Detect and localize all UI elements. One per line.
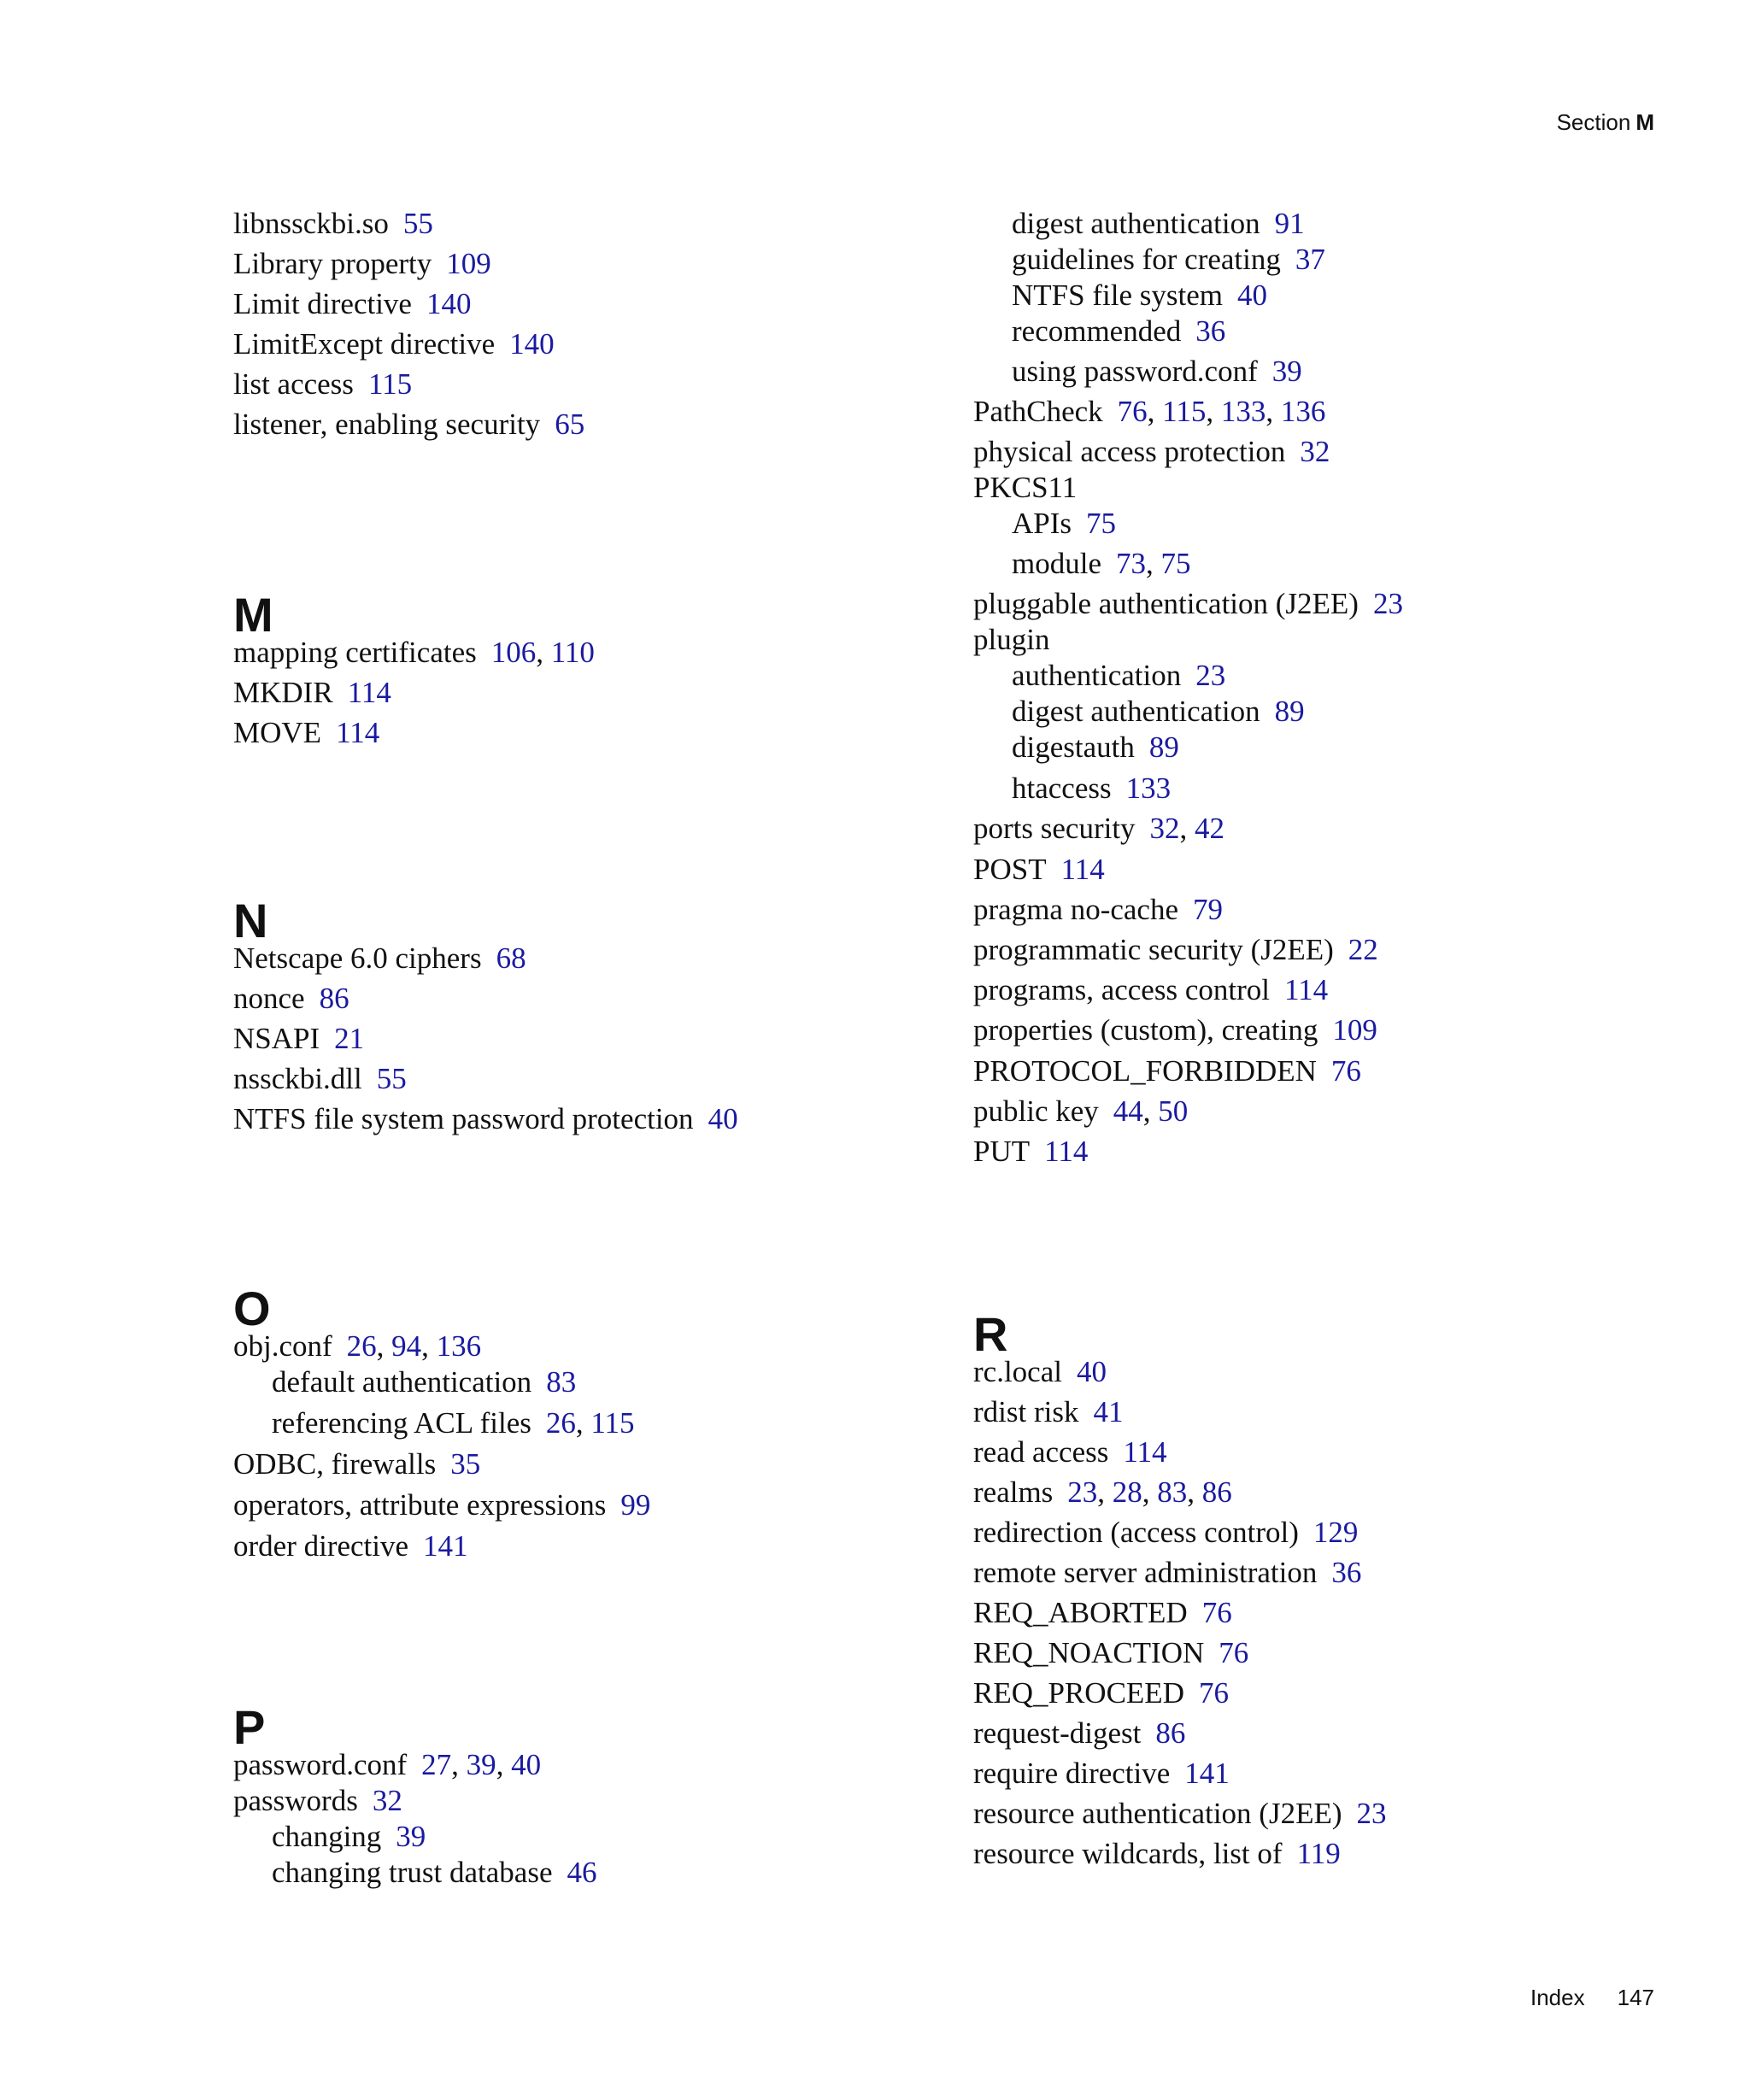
index-term: require directive: [973, 1757, 1171, 1790]
page-ref-link[interactable]: 114: [336, 716, 380, 749]
index-term: REQ_NOACTION: [973, 1636, 1205, 1669]
index-term: nssckbi.dll: [233, 1062, 362, 1095]
page-ref-link[interactable]: 115: [590, 1406, 635, 1440]
ref-separator: ,: [496, 1748, 512, 1781]
ref-separator: ,: [1187, 1475, 1202, 1509]
page-refs: [1061, 853, 1105, 886]
index-entry: [233, 1782, 402, 1820]
index-subentry: [1012, 505, 1116, 543]
page-refs: [450, 1447, 480, 1481]
index-term: LimitExcept directive: [233, 327, 496, 361]
page-ref-link[interactable]: 36: [1195, 314, 1226, 348]
page-ref-link[interactable]: 114: [1044, 1135, 1089, 1168]
page-refs: [1331, 1556, 1361, 1589]
index-term: ports security: [973, 812, 1136, 845]
index-entry: [233, 1446, 480, 1483]
footer-label: Index: [1530, 1985, 1585, 2010]
ref-separator: ,: [1142, 1094, 1159, 1128]
section-letter-heading: N: [233, 894, 268, 947]
page-refs: [546, 1365, 576, 1399]
index-entry: [973, 585, 1403, 623]
page-ref-link[interactable]: 141: [423, 1529, 468, 1563]
ref-separator: ,: [1266, 395, 1281, 428]
page-ref-link[interactable]: 40: [1236, 279, 1267, 312]
page-refs: [1275, 207, 1305, 240]
page-refs: [1313, 1516, 1359, 1549]
page-footer: [1530, 1985, 1654, 2011]
page-ref-link[interactable]: 65: [555, 408, 585, 441]
ref-separator: ,: [1142, 1475, 1158, 1509]
index-entry: [233, 1100, 738, 1138]
page-ref-link[interactable]: 42: [1195, 812, 1225, 845]
page-ref-link[interactable]: 86: [1201, 1475, 1232, 1509]
index-subentry: [1012, 313, 1225, 350]
page-refs: [1284, 973, 1328, 1006]
page-ref-link[interactable]: 55: [402, 207, 433, 240]
page-refs: [496, 941, 526, 975]
page-ref-link[interactable]: 106: [490, 636, 537, 669]
index-entry: [973, 1012, 1377, 1049]
page-ref-link[interactable]: 37: [1295, 243, 1325, 276]
section-letter-heading: M: [233, 588, 273, 642]
index-entry: [233, 1020, 364, 1058]
page-ref-link[interactable]: 75: [1160, 547, 1191, 580]
index-term: PUT: [973, 1135, 1031, 1168]
page-refs: [1118, 395, 1326, 428]
index-term: Netscape 6.0 ciphers: [233, 941, 482, 975]
index-entry: [973, 1434, 1167, 1471]
page-ref-link[interactable]: 26: [545, 1406, 576, 1440]
index-term: realms: [973, 1475, 1054, 1509]
index-entry: [973, 971, 1328, 1009]
index-entry: [233, 406, 584, 443]
index-entry: [973, 851, 1105, 889]
page-ref-link[interactable]: 136: [1280, 395, 1326, 428]
page-refs: [1272, 355, 1302, 388]
index-term: plugin: [973, 623, 1050, 656]
index-term: NTFS file system password protection: [233, 1102, 694, 1135]
index-term: rc.local: [973, 1355, 1062, 1388]
index-term: obj.conf: [233, 1329, 332, 1363]
index-term: digest authentication: [1012, 695, 1260, 728]
page-ref-link[interactable]: 136: [436, 1329, 482, 1363]
index-term: digestauth: [1012, 730, 1135, 764]
page-refs: [377, 1062, 407, 1095]
page-refs: [1193, 893, 1223, 926]
page-ref-link[interactable]: 39: [1271, 355, 1302, 388]
index-entry: [233, 1060, 407, 1098]
page-refs: [334, 1022, 364, 1055]
index-term: request-digest: [973, 1716, 1142, 1750]
page-ref-link[interactable]: 23: [1067, 1475, 1098, 1509]
page-refs: [1275, 695, 1305, 728]
page-ref-link[interactable]: 36: [1331, 1556, 1362, 1589]
index-entry: [233, 714, 379, 752]
page-ref-link[interactable]: 76: [1117, 395, 1148, 428]
index-entry: [973, 1554, 1361, 1592]
index-entry: [233, 366, 412, 403]
page-refs: [1149, 730, 1179, 764]
index-term: properties (custom), creating: [973, 1013, 1318, 1047]
page-ref-link[interactable]: 140: [509, 327, 555, 361]
index-entry: [973, 469, 1077, 507]
index-entry: [973, 1715, 1185, 1752]
page-ref-link[interactable]: 109: [446, 247, 491, 280]
index-term: changing trust database: [272, 1856, 553, 1889]
page-ref-link[interactable]: 133: [1220, 395, 1266, 428]
page-ref-link[interactable]: 89: [1274, 695, 1305, 728]
page-refs: [336, 716, 379, 749]
page-ref-link[interactable]: 83: [1157, 1475, 1188, 1509]
page-ref-link[interactable]: 40: [1076, 1355, 1107, 1388]
page-ref-link[interactable]: 39: [466, 1748, 496, 1781]
page-refs: [708, 1102, 738, 1135]
index-subentry: [1012, 657, 1225, 695]
index-entry: [233, 1528, 468, 1565]
index-entry: [233, 1487, 650, 1524]
page-ref-link[interactable]: 55: [376, 1062, 407, 1095]
index-term: order directive: [233, 1529, 409, 1563]
index-term: passwords: [233, 1784, 358, 1817]
ref-separator: ,: [575, 1406, 591, 1440]
page-ref-link[interactable]: 26: [346, 1329, 377, 1363]
page-ref-link[interactable]: 35: [450, 1447, 481, 1481]
index-term: mapping certificates: [233, 636, 477, 669]
index-entry: [973, 1795, 1386, 1833]
index-term: PROTOCOL_FORBIDDEN: [973, 1054, 1317, 1088]
index-term: listener, enabling security: [233, 408, 541, 441]
section-letter-heading: R: [973, 1307, 1008, 1361]
ref-separator: ,: [451, 1748, 467, 1781]
page-refs: [1297, 1837, 1341, 1870]
page-refs: [421, 1748, 541, 1781]
index-term: REQ_PROCEED: [973, 1676, 1184, 1710]
index-term: Library property: [233, 247, 432, 280]
index-subentry: [272, 1405, 635, 1442]
section-word: Section: [1556, 109, 1631, 135]
page-ref-link[interactable]: 89: [1148, 730, 1179, 764]
index-entry: [233, 674, 391, 712]
page-refs: [1116, 547, 1191, 580]
index-subentry: [1012, 241, 1325, 279]
page-ref-link[interactable]: 86: [1155, 1716, 1186, 1750]
page-ref-link[interactable]: 27: [421, 1748, 452, 1781]
page-ref-link[interactable]: 68: [496, 941, 526, 975]
index-term: default authentication: [272, 1365, 532, 1399]
page-ref-link[interactable]: 76: [1201, 1596, 1232, 1629]
page-ref-link[interactable]: 91: [1274, 207, 1305, 240]
page-refs: [1202, 1596, 1232, 1629]
index-subentry: [1012, 545, 1190, 583]
page-ref-link[interactable]: 41: [1093, 1395, 1124, 1428]
page-ref-link[interactable]: 86: [319, 982, 349, 1015]
index-term: recommended: [1012, 314, 1182, 348]
index-subentry: [1012, 729, 1179, 766]
index-entry: [973, 931, 1378, 969]
page-ref-link[interactable]: 44: [1113, 1094, 1143, 1128]
ref-separator: ,: [1179, 812, 1195, 845]
index-term: APIs: [1012, 507, 1072, 540]
index-term: rdist risk: [973, 1395, 1079, 1428]
page-ref-link[interactable]: 75: [1086, 507, 1117, 540]
page-ref-link[interactable]: 40: [708, 1102, 738, 1135]
page-refs: [491, 636, 595, 669]
index-term: resource wildcards, list of: [973, 1837, 1283, 1870]
page-refs: [620, 1488, 650, 1522]
page-ref-link[interactable]: 23: [1356, 1797, 1387, 1830]
index-subentry: [1012, 277, 1267, 314]
page-ref-link[interactable]: 32: [1300, 435, 1330, 468]
index-entry: [973, 1634, 1248, 1672]
section-letter: M: [1635, 109, 1654, 135]
page-refs: [1332, 1013, 1377, 1047]
page-refs: [368, 367, 412, 401]
page-ref-link[interactable]: 23: [1372, 587, 1403, 620]
index-term: REQ_ABORTED: [973, 1596, 1188, 1629]
index-term: NSAPI: [233, 1022, 320, 1055]
running-header: [1557, 109, 1654, 136]
page-ref-link[interactable]: 140: [426, 287, 472, 320]
page-refs: [1086, 507, 1116, 540]
index-term: password.conf: [233, 1748, 408, 1781]
index-entry: [233, 634, 595, 672]
page-refs: [1300, 435, 1330, 468]
index-term: guidelines for creating: [1012, 243, 1281, 276]
index-subentry: [1012, 353, 1302, 390]
page-refs: [1348, 933, 1378, 966]
page-ref-link[interactable]: 21: [334, 1022, 365, 1055]
page-ref-link[interactable]: 114: [1123, 1435, 1167, 1469]
index-subentry: [272, 1818, 426, 1856]
page-ref-link[interactable]: 114: [1283, 973, 1329, 1006]
index-entry: [973, 1353, 1107, 1391]
page-ref-link[interactable]: 40: [511, 1748, 542, 1781]
index-term: pragma no-cache: [973, 893, 1178, 926]
index-term: PKCS11: [973, 471, 1078, 504]
index-subentry: [272, 1364, 576, 1401]
page-refs: [1195, 659, 1225, 692]
page-refs: [1044, 1135, 1088, 1168]
page-ref-link[interactable]: 119: [1296, 1837, 1341, 1870]
index-term: ODBC, firewalls: [233, 1447, 437, 1481]
index-term: POST: [973, 853, 1047, 886]
index-term: resource authentication (J2EE): [973, 1797, 1342, 1830]
page-refs: [546, 1406, 635, 1440]
page-ref-link[interactable]: 94: [391, 1329, 422, 1363]
index-term: programmatic security (J2EE): [973, 933, 1334, 966]
page-refs: [1184, 1757, 1230, 1790]
index-term: list access: [233, 367, 354, 401]
page-refs: [1199, 1676, 1229, 1710]
index-entry: [973, 1393, 1123, 1431]
page-refs: [348, 676, 391, 709]
page-ref-link[interactable]: 109: [1332, 1013, 1377, 1047]
index-term: programs, access control: [973, 973, 1270, 1006]
index-subentry: [1012, 770, 1171, 807]
index-term: Limit directive: [233, 287, 412, 320]
index-term: PathCheck: [973, 395, 1103, 428]
page-refs: [1295, 243, 1325, 276]
page-ref-link[interactable]: 23: [1195, 659, 1226, 692]
index-term: operators, attribute expressions: [233, 1488, 607, 1522]
index-entry: [233, 205, 433, 243]
index-term: redirection (access control): [973, 1516, 1299, 1549]
index-term: libnssckbi.so: [233, 207, 389, 240]
index-term: NTFS file system: [1012, 279, 1223, 312]
page-ref-link[interactable]: 50: [1158, 1094, 1189, 1128]
index-entry: [973, 891, 1223, 929]
index-term: remote server administration: [973, 1556, 1318, 1589]
index-term: htaccess: [1012, 771, 1112, 805]
index-entry: [973, 1053, 1361, 1090]
page-refs: [1195, 314, 1225, 348]
index-term: referencing ACL files: [272, 1406, 531, 1440]
page-refs: [373, 1784, 402, 1817]
page-refs: [1113, 1094, 1189, 1128]
page-ref-link[interactable]: 32: [1149, 812, 1180, 845]
index-term: physical access protection: [973, 435, 1286, 468]
index-term: read access: [973, 1435, 1109, 1469]
page-refs: [1373, 587, 1403, 620]
index-entry: [233, 285, 471, 323]
index-entry: [973, 433, 1330, 471]
page-refs: [396, 1820, 426, 1853]
page-refs: [1067, 1475, 1232, 1509]
index-entry: [973, 1133, 1088, 1170]
page-refs: [1219, 1636, 1248, 1669]
page-ref-link[interactable]: 115: [1162, 395, 1207, 428]
index-entry: [973, 1755, 1230, 1792]
page-refs: [1077, 1355, 1107, 1388]
index-subentry: [1012, 205, 1305, 243]
page-refs: [1123, 1435, 1166, 1469]
page-refs: [509, 327, 555, 361]
ref-separator: ,: [536, 636, 551, 669]
page-ref-link[interactable]: 99: [620, 1488, 651, 1522]
index-entry: [233, 326, 555, 363]
ref-separator: ,: [421, 1329, 437, 1363]
page-refs: [1331, 1054, 1361, 1088]
index-entry: [973, 1514, 1358, 1552]
page-refs: [426, 287, 472, 320]
index-entry: [973, 1835, 1341, 1873]
index-entry: [973, 810, 1224, 848]
page-refs: [567, 1856, 597, 1889]
page-refs: [403, 207, 433, 240]
page-ref-link[interactable]: 76: [1198, 1676, 1229, 1710]
page-ref-link[interactable]: 79: [1193, 893, 1223, 926]
page-ref-link[interactable]: 73: [1115, 547, 1146, 580]
index-entry: [973, 1093, 1188, 1130]
page-ref-link[interactable]: 133: [1125, 771, 1172, 805]
index-term: pluggable authentication (J2EE): [973, 587, 1359, 620]
page-ref-link[interactable]: 76: [1219, 1636, 1249, 1669]
page-refs: [555, 408, 584, 441]
index-entry: [233, 940, 526, 977]
index-entry: [233, 980, 349, 1018]
index-entry: [233, 1746, 541, 1784]
page-ref-link[interactable]: 28: [1112, 1475, 1142, 1509]
index-term: public key: [973, 1094, 1099, 1128]
page-ref-link[interactable]: 83: [546, 1365, 577, 1399]
page-ref-link[interactable]: 114: [1060, 853, 1105, 886]
page-refs: [1237, 279, 1267, 312]
page-refs: [320, 982, 349, 1015]
index-entry: [973, 1594, 1232, 1632]
page-refs: [446, 247, 491, 280]
page-ref-link[interactable]: 22: [1348, 933, 1378, 966]
index-entry: [973, 621, 1049, 659]
page-ref-link[interactable]: 129: [1312, 1516, 1359, 1549]
page-ref-link[interactable]: 114: [347, 676, 391, 709]
page-ref-link[interactable]: 39: [396, 1820, 426, 1853]
ref-separator: ,: [376, 1329, 392, 1363]
section-letter-heading: P: [233, 1700, 266, 1754]
page-ref-link[interactable]: 32: [372, 1784, 402, 1817]
index-entry: [233, 245, 491, 283]
index-term: nonce: [233, 982, 305, 1015]
page-ref-link[interactable]: 115: [367, 367, 413, 401]
index-term: module: [1012, 547, 1101, 580]
index-subentry: [1012, 693, 1305, 730]
page-refs: [1150, 812, 1225, 845]
page-ref-link[interactable]: 76: [1330, 1054, 1361, 1088]
index-entry: [973, 1474, 1232, 1511]
ref-separator: ,: [1097, 1475, 1113, 1509]
index-term: MOVE: [233, 716, 322, 749]
page-ref-link[interactable]: 110: [550, 636, 595, 669]
index-term: digest authentication: [1012, 207, 1260, 240]
page-refs: [347, 1329, 482, 1363]
page-refs: [1356, 1797, 1386, 1830]
ref-separator: ,: [1145, 547, 1161, 580]
index-term: MKDIR: [233, 676, 333, 709]
page-ref-link[interactable]: 46: [567, 1856, 597, 1889]
index-term: changing: [272, 1820, 382, 1853]
index-entry: [233, 1328, 481, 1365]
page-refs: [1126, 771, 1172, 805]
index-subentry: [272, 1854, 597, 1892]
index-entry: [973, 1675, 1229, 1712]
ref-separator: ,: [1206, 395, 1221, 428]
page-refs: [1093, 1395, 1123, 1428]
section-letter-heading: O: [233, 1282, 271, 1335]
page-number: 147: [1617, 1985, 1654, 2010]
ref-separator: ,: [1147, 395, 1163, 428]
index-entry: [973, 393, 1325, 431]
page-ref-link[interactable]: 141: [1184, 1757, 1230, 1790]
index-term: authentication: [1012, 659, 1182, 692]
page-refs: [1155, 1716, 1185, 1750]
index-term: using password.conf: [1012, 355, 1258, 388]
page-refs: [423, 1529, 468, 1563]
